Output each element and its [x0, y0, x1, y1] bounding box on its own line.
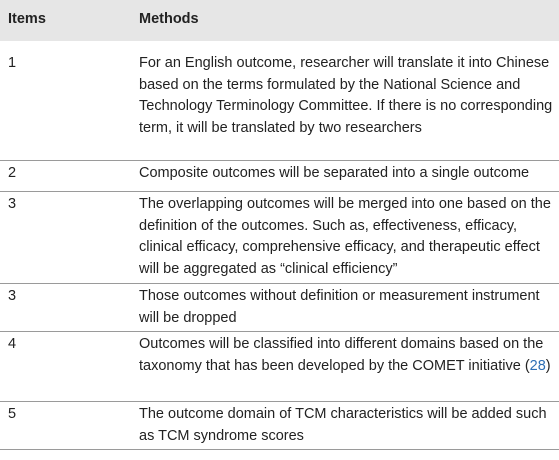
header-items: Items [8, 11, 46, 27]
row-method-text: The overlapping outcomes will be merged into one based on the definition of the outcomes. Such as, effectiveness, efficacy, clinical efficacy, comprehensive efficacy, and therapeutic effect will be aggregated as “clinical efficiency” [139, 196, 551, 277]
row-method-text: Those outcomes without definition or measurement instrument will be dropped [139, 288, 540, 326]
row-item-number: 3 [8, 196, 17, 212]
table-header [0, 0, 559, 41]
row-method-text: The outcome domain of TCM characteristics will be added such as TCM syndrome scores [139, 406, 547, 444]
row-method-body: Outcomes will be classified into different domains based on the taxonomy that has been developed by the COMET initiative ( [139, 336, 544, 374]
row-item-number: 4 [8, 336, 17, 352]
row-item-number: 1 [8, 55, 17, 71]
table-row [0, 284, 559, 332]
row-item-number: 5 [8, 406, 17, 422]
table-row [0, 161, 559, 192]
row-method-suffix: ) [545, 357, 551, 374]
row-item-number: 3 [8, 288, 17, 304]
table-row [0, 192, 559, 284]
table-row [0, 332, 559, 402]
table-row [0, 51, 559, 161]
row-method-text [139, 334, 555, 377]
header-methods: Methods [139, 11, 199, 27]
row-item-number: 2 [8, 165, 17, 181]
reference-link[interactable]: 28 [529, 357, 546, 374]
row-method-text: Composite outcomes will be separated into a single outcome [139, 165, 530, 181]
table-row [0, 402, 559, 450]
row-method-text: For an English outcome, researcher will translate it into Chinese based on the terms formulated by the National Science and Technology Terminology Committee. If there is no corresponding term, it will be translated by two researchers [139, 55, 553, 136]
